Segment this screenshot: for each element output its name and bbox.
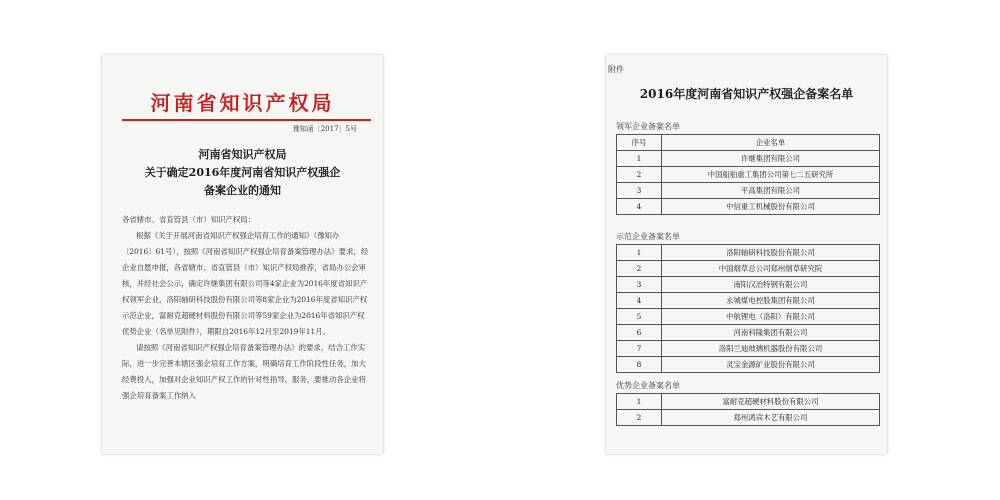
- leading-enterprise-table: [616, 134, 880, 215]
- section-label-leading: 领军企业备案名单: [616, 122, 680, 131]
- notice-title-line: 关于确定2016年度河南省知识产权强企: [144, 166, 341, 179]
- row-company: 河南科隆集团有限公司: [662, 325, 880, 341]
- row-index: 6: [617, 325, 662, 341]
- table-row: [617, 357, 880, 373]
- body-paragraph: 根据《关于开展河南省知识产权强企培育工作的通知》（豫知办〔2016〕61号），按照《河南省知识产权强企培育备案管理办法》要求，经企业自愿申报，各省辖市、省直管县（市）知识产权局推荐，省局办公会审核，并经社会公示，确定许继集团有限公司等4家企业为2016年度省知识产权领军企业，洛阳轴研科技股份有限公司等8家企业为2016年度省知识产权示范企业，富耐克超硬材料股份有限公司等59家企业为2016年省知识产权优势企业（名单见附件），期限自2016年12月至2019年11月。: [122, 231, 369, 336]
- attachment-label: 附件: [608, 65, 624, 74]
- attachment-list-page: [606, 55, 887, 454]
- table-row: [617, 410, 880, 426]
- row-index: 2: [617, 167, 662, 183]
- table-row: [617, 309, 880, 325]
- table-row: [617, 199, 880, 215]
- row-company: 中国船舶重工集团公司第七二五研究所: [662, 167, 880, 183]
- row-company: 许继集团有限公司: [662, 151, 880, 167]
- document-number: 豫知函〔2017〕5号: [292, 125, 357, 133]
- row-company: 永城煤电控股集团有限公司: [662, 293, 880, 309]
- table-row: [617, 341, 880, 357]
- table-row: [617, 167, 880, 183]
- header-cell-index: 序号: [617, 135, 662, 151]
- row-company: 中信重工机械股份有限公司: [662, 199, 880, 215]
- row-index: 3: [617, 183, 662, 199]
- salutation: 各省辖市、省直管县（市）知识产权局：: [122, 215, 256, 224]
- row-index: 2: [617, 261, 662, 277]
- row-index: 8: [617, 357, 662, 373]
- row-index: 5: [617, 309, 662, 325]
- row-company: 郑州鸿宾木艺有限公司: [662, 410, 880, 426]
- notice-document-page: [102, 55, 383, 454]
- row-company: 中国烟草总公司郑州烟草研究院: [662, 261, 880, 277]
- notice-body: [122, 212, 369, 404]
- row-company: 平高集团有限公司: [662, 183, 880, 199]
- row-company: 灵宝金源矿业股份有限公司: [662, 357, 880, 373]
- table-row: [617, 394, 880, 410]
- notice-title-line: 河南省知识产权局: [198, 148, 287, 161]
- table-row: [617, 325, 880, 341]
- agency-header: 河南省知识产权局: [150, 91, 335, 115]
- table-row: [617, 277, 880, 293]
- section-label-advantage: 优势企业备案名单: [616, 381, 680, 390]
- row-company: 中航锂电（洛阳）有限公司: [662, 309, 880, 325]
- demonstration-enterprise-table: [616, 244, 880, 373]
- table-row: [617, 183, 880, 199]
- list-title: 2016年度河南省知识产权强企备案名单: [639, 87, 854, 101]
- table-header-row: [617, 135, 880, 151]
- header-cell-company: 企业名单: [662, 135, 880, 151]
- advantage-enterprise-table: [616, 393, 880, 426]
- row-index: 1: [617, 151, 662, 167]
- row-index: 2: [617, 410, 662, 426]
- body-paragraph: 请按照《河南省知识产权强企培育备案管理办法》的要求，结合工作实际，进一步完善本辖区强企培育工作方案，明确培育工作阶段性任务，加大经费投入，加强对企业知识产权工作的针对性指导、服务，要推动各企业将强企培育备案工作纳入: [122, 343, 366, 400]
- section-label-demonstration: 示范企业备案名单: [616, 232, 680, 241]
- table-row: [617, 293, 880, 309]
- table-row: [617, 261, 880, 277]
- notice-title: [102, 146, 383, 200]
- row-index: 1: [617, 245, 662, 261]
- row-index: 4: [617, 293, 662, 309]
- table-row: [617, 245, 880, 261]
- table-row: [617, 151, 880, 167]
- row-company: 洛阳轴研科技股份有限公司: [662, 245, 880, 261]
- red-divider: [122, 119, 371, 121]
- row-company: 富耐克超硬材料股份有限公司: [662, 394, 880, 410]
- row-index: 7: [617, 341, 662, 357]
- row-company: 洛阳兰迪玻璃机器股份有限公司: [662, 341, 880, 357]
- row-index: 1: [617, 394, 662, 410]
- row-company: 南阳汉冶特钢有限公司: [662, 277, 880, 293]
- row-index: 3: [617, 277, 662, 293]
- row-index: 4: [617, 199, 662, 215]
- notice-title-line: 备案企业的通知: [204, 184, 281, 197]
